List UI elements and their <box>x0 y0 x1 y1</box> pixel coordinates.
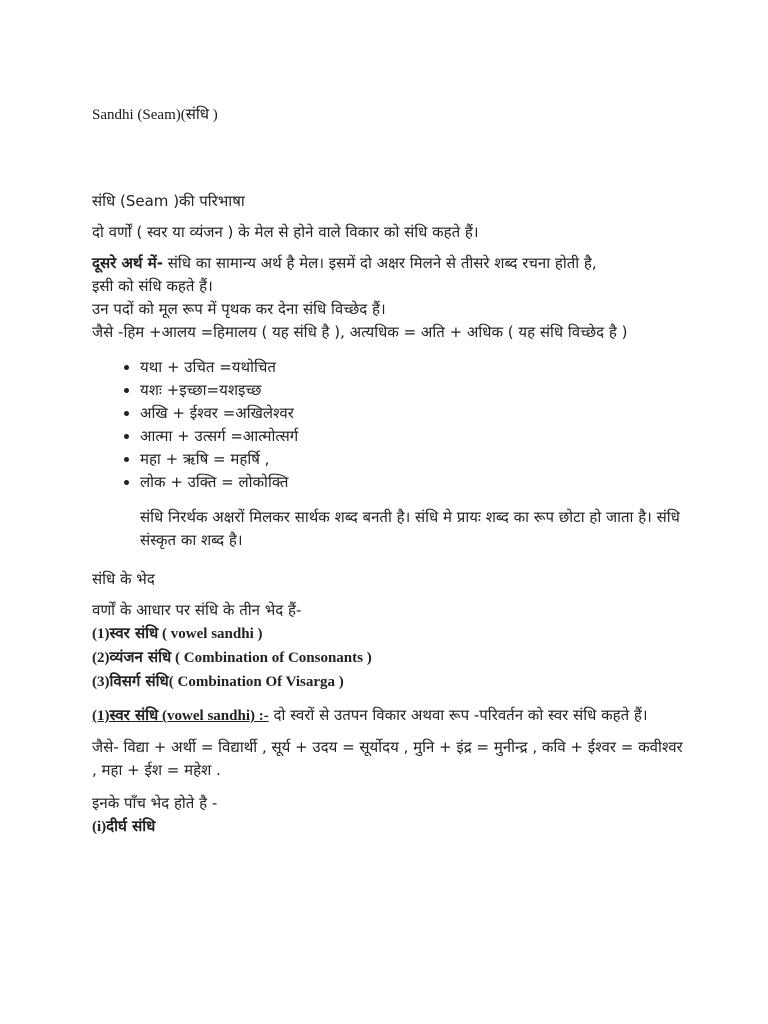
second-meaning-text: संधि का सामान्य अर्थ है मेल। इसमें दो अक्षर मिलने से तीसरे शब्द रचना होती है, <box>162 254 597 272</box>
list-item: • अखि + ईश्वर =अखिलेश्वर <box>140 402 692 425</box>
swar-heading-number: (1) <box>92 708 110 724</box>
first-subtype-name: दीर्घ संधि <box>106 817 156 835</box>
type-item <box>92 622 692 646</box>
second-meaning-label: दूसरे अर्थ में- <box>92 254 163 272</box>
definition-heading: संधि (Seam )की परिभाषा <box>92 192 245 210</box>
second-meaning-paragraph <box>92 252 692 275</box>
example-line: जैसे -हिम +आलय =हिमालय ( यह संधि है ), अत्यधिक = अति + अधिक ( यह संधि विच्छेद है ) <box>92 323 628 341</box>
note-text: संधि निरर्थक अक्षरों मिलकर सार्थक शब्द बनती है। संधि मे प्रायः शब्द का रूप छोटा हो जाता है। संधि संस्कृत का शब्द है। <box>140 508 680 549</box>
sandhi-is-line: इसी को संधि कहते हैं। <box>92 277 213 295</box>
type-number: (2) <box>92 650 110 666</box>
type-english: ( Combination of Consonants ) <box>171 650 372 666</box>
list-item: • लोक + उक्ति = लोकोक्ति <box>140 471 692 494</box>
swar-definition: दो स्वरों से उतपन विकार अथवा रूप -परिवर्तन को स्वर संधि कहते हैं। <box>268 706 648 724</box>
swar-heading-hindi: स्वर संधि <box>109 706 159 724</box>
first-subtype <box>92 815 692 839</box>
definition-text: दो वर्णों ( स्वर या व्यंजन ) के मेल से होने वाले विकार को संधि कहते हैं। <box>92 223 479 241</box>
swar-heading-english-text: (vowel sandhi) :- <box>158 708 269 724</box>
document-title: Sandhi (Seam)(संधि ) <box>92 107 218 123</box>
type-hindi: व्यंजन संधि <box>109 648 172 666</box>
swar-examples: जैसे- विद्या + अर्थी = विद्यार्थी , सूर्य + उदय = सूर्योदय , मुनि + इंद्र = मुनीन्द्र , कवि + ईश्वर = कवीश्वर , महा + ईश = महेश . <box>92 738 683 779</box>
type-number: (3) <box>92 674 110 690</box>
type-item <box>92 670 692 694</box>
document-page <box>92 104 692 839</box>
types-heading: संधि के भेद <box>92 570 155 588</box>
list-item: • यशः +इच्छा=यशइच्छ <box>140 379 692 402</box>
swar-heading-english <box>158 708 268 724</box>
type-english: ( Combination Of Visarga ) <box>168 674 344 690</box>
five-types-line: इनके पाँच भेद होते है - <box>92 794 218 812</box>
list-item: • महा + ऋषि = महर्षि , <box>140 448 692 471</box>
types-intro: वर्णों के आधार पर संधि के तीन भेद हैं- <box>92 601 302 619</box>
list-item: • आत्मा + उत्सर्ग =आत्मोत्सर्ग <box>140 425 692 448</box>
list-item: • यथा + उचित =यथोचित <box>140 356 692 379</box>
first-subtype-number: (i) <box>92 819 107 835</box>
swar-sandhi-paragraph <box>92 704 692 728</box>
type-number: (1) <box>92 626 110 642</box>
type-english: ( vowel sandhi ) <box>158 626 263 642</box>
type-item <box>92 646 692 670</box>
type-hindi: विसर्ग संधि <box>109 672 169 690</box>
viched-line: उन पदों को मूल रूप में पृथक कर देना संधि विच्छेद हैं। <box>92 300 386 318</box>
type-hindi: स्वर संधि <box>109 624 159 642</box>
examples-list <box>92 356 692 494</box>
